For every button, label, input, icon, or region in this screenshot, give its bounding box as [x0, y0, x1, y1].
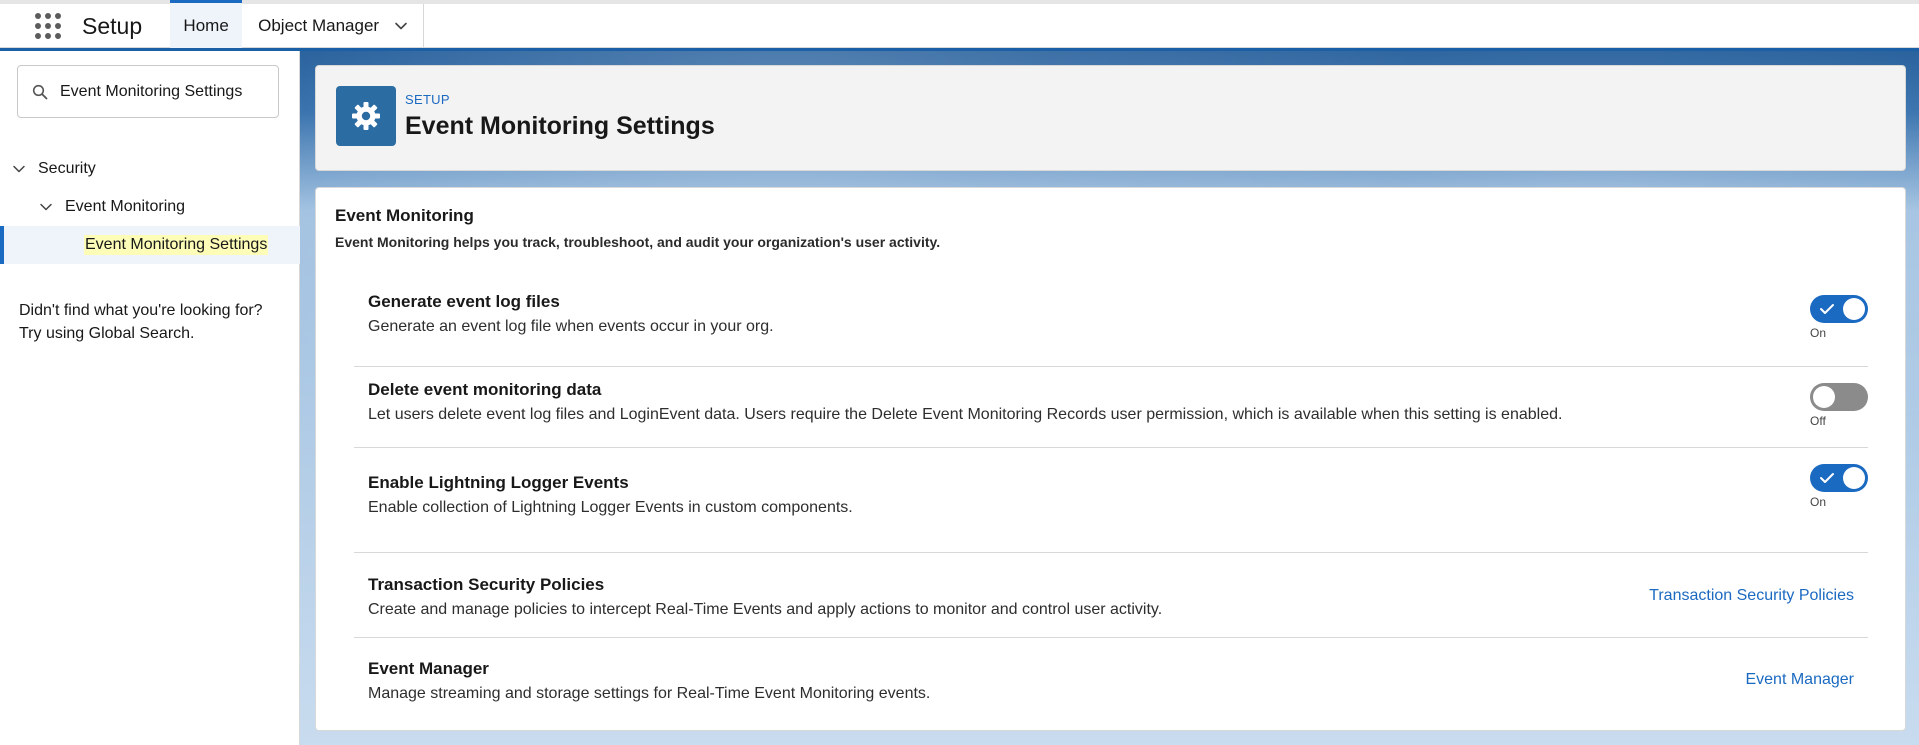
toggle-knob — [1843, 298, 1865, 320]
search-icon — [32, 84, 48, 100]
setting-description: Let users delete event log files and LoginEvent data. Users require the Delete Event Monitoring Records user permission, which is available when this setting is enabled. — [368, 406, 1563, 423]
tab-home-label: Home — [183, 15, 229, 35]
setting-title: Generate event log files — [368, 292, 560, 311]
global-header — [0, 0, 1919, 48]
event-manager-link[interactable]: Event Manager — [1745, 671, 1854, 688]
tree-item-event-monitoring-settings-label: Event Monitoring Settings — [85, 236, 268, 253]
setting-title: Delete event monitoring data — [368, 380, 602, 399]
gear-icon — [348, 98, 384, 134]
page-title: Event Monitoring Settings — [405, 112, 715, 140]
setting-row-lightning-logger — [354, 473, 1868, 533]
toggle-knob — [1813, 386, 1835, 408]
sidebar-help-line-1: Didn't find what you're looking for? — [19, 302, 263, 319]
quick-find-input[interactable] — [60, 83, 270, 101]
section-title: Event Monitoring — [335, 206, 474, 225]
tree-item-event-monitoring-settings[interactable] — [0, 226, 300, 264]
chevron-down-icon[interactable] — [12, 162, 26, 176]
app-launcher-icon[interactable] — [18, 4, 78, 48]
tree-item-event-monitoring-label: Event Monitoring — [65, 198, 186, 215]
setting-row-generate-log-files — [354, 292, 1868, 352]
tab-object-manager-label: Object Manager — [258, 16, 380, 35]
quick-find-box — [17, 65, 279, 118]
checkmark-icon — [1819, 302, 1835, 316]
row-divider — [354, 552, 1868, 553]
sidebar-help-line-2: Try using Global Search. — [19, 325, 195, 342]
main-content — [300, 51, 1919, 745]
section-description: Event Monitoring helps you track, troubleshoot, and audit your organization's user activity. — [335, 234, 941, 250]
page-eyebrow: SETUP — [405, 92, 450, 107]
toggle-state-label: On — [1810, 495, 1827, 509]
tree-item-security[interactable] — [12, 160, 96, 178]
generate-log-files-toggle[interactable] — [1810, 295, 1868, 323]
page-header — [315, 65, 1906, 171]
setting-description: Create and manage policies to intercept Real-Time Events and apply actions to monitor and control user activity. — [368, 601, 1163, 618]
setting-row-transaction-security — [354, 575, 1868, 635]
setting-row-event-manager — [354, 659, 1868, 719]
toggle-knob — [1843, 467, 1865, 489]
setting-description: Manage streaming and storage settings for Real-Time Event Monitoring events. — [368, 685, 931, 702]
transaction-security-policies-link[interactable]: Transaction Security Policies — [1649, 587, 1854, 604]
setting-row-delete-monitoring-data — [354, 380, 1868, 440]
tab-object-manager[interactable] — [242, 4, 424, 48]
sidebar-help-text — [19, 299, 279, 345]
setting-description: Generate an event log file when events occur in your org. — [368, 318, 774, 335]
setting-title: Event Manager — [368, 659, 489, 678]
row-divider — [354, 447, 1868, 448]
tab-home[interactable] — [170, 0, 242, 48]
app-name: Setup — [82, 12, 143, 39]
settings-card — [315, 187, 1906, 731]
lightning-logger-toggle[interactable] — [1810, 464, 1868, 492]
chevron-down-icon[interactable] — [39, 200, 53, 214]
setting-description: Enable collection of Lightning Logger Events in custom components. — [368, 499, 853, 516]
setting-title: Enable Lightning Logger Events — [368, 473, 629, 492]
setup-sidebar — [0, 51, 300, 745]
row-divider — [354, 637, 1868, 638]
toggle-state-label: Off — [1810, 414, 1826, 428]
tree-item-event-monitoring[interactable] — [39, 198, 185, 216]
checkmark-icon — [1819, 471, 1835, 485]
toggle-state-label: On — [1810, 326, 1827, 340]
setup-gear-icon — [336, 86, 396, 146]
setting-title: Transaction Security Policies — [368, 575, 605, 594]
tree-item-security-label: Security — [38, 160, 96, 177]
delete-monitoring-data-toggle[interactable] — [1810, 383, 1868, 411]
chevron-down-icon[interactable] — [393, 18, 409, 34]
row-divider — [354, 366, 1868, 367]
